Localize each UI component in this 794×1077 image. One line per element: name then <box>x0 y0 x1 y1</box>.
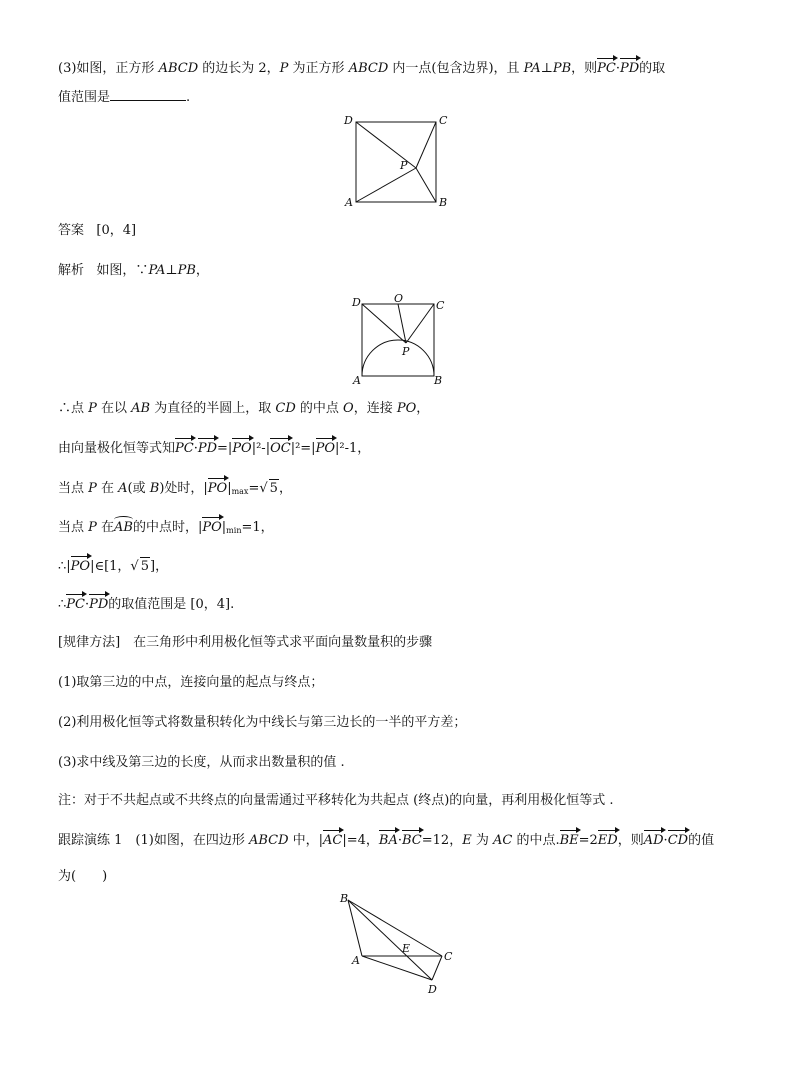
step-1: ∴点 P 在以 AB 为直径的半圆上，取 CD 的中点 O，连接 PO， <box>58 401 430 416</box>
practice-line-1: 跟踪演练 1 (1)如图，在四边形 ABCD 中，|AC|=4，BA·BC=12，E 为 AC 的中点.BE=2ED，则AD·CD的值 <box>58 830 714 850</box>
label-p: P <box>402 345 410 358</box>
label-b: B <box>439 196 448 209</box>
practice-line-2: 为( ) <box>58 869 108 884</box>
label-a: A <box>352 954 360 967</box>
label-c: C <box>436 299 445 312</box>
label-a: A <box>345 196 353 209</box>
label-d: D <box>428 983 437 996</box>
label-d: D <box>352 296 361 309</box>
label-c: C <box>444 950 453 963</box>
step-4: 当点 P 在AB的中点时，$|PO|_{min}=1$， <box>58 516 274 540</box>
figure-square-abcd <box>340 112 460 212</box>
step-6: ∴PC·PD的取值范围是 [0，4]. <box>58 594 234 614</box>
figure-quadrilateral <box>336 890 466 1000</box>
answer-blank <box>110 88 186 101</box>
label-d: D <box>344 114 353 127</box>
label-o: O <box>394 292 404 305</box>
label-p: P <box>400 159 408 172</box>
step-3: 当点 P 在 A(或 B)处时，$|PO|_{max}=√$ 5， <box>58 478 292 501</box>
step-2: 由向量极化恒等式知PC·PD=|PO|²-|OC|²=|PO|²-1， <box>58 438 370 458</box>
analysis-line: 解析 如图，∵PA⊥PB， <box>58 263 209 278</box>
vector-pd: PD <box>620 58 639 78</box>
method-note: 注：对于不共起点或不共终点的向量需通过平移转化为共起点 (终点)的向量，再利用极化恒等式 . <box>58 793 614 808</box>
method-step-2: (2)利用极化恒等式将数量积转化为中线长与第三边长的一半的平方差； <box>58 715 467 730</box>
vector-pc: PC <box>597 58 616 78</box>
method-step-3: (3)求中线及第三边的长度，从而求出数量积的值 . <box>58 755 345 770</box>
problem-3-line-1: (3)如图，正方形 ABCD 的边长为 2，P 为正方形 ABCD 内一点(包含边界)，且 PA⊥PB，则PC·PD的取 <box>58 58 665 78</box>
label-e: E <box>402 942 411 955</box>
step-5: ∴|PO|∈[1，√ 5]， <box>58 556 168 576</box>
problem-3-line-2: 值范围是 . <box>58 90 191 105</box>
label-b: B <box>340 892 349 905</box>
label-c: C <box>439 114 448 127</box>
figure-semicircle <box>346 292 456 387</box>
answer-line: 答案 [0，4] <box>58 223 137 238</box>
method-title: [规律方法] 在三角形中利用极化恒等式求平面向量数量积的步骤 <box>58 635 433 650</box>
label-b: B <box>434 374 443 387</box>
label-a: A <box>353 374 361 387</box>
method-step-1: (1)取第三边的中点，连接向量的起点与终点； <box>58 675 324 690</box>
